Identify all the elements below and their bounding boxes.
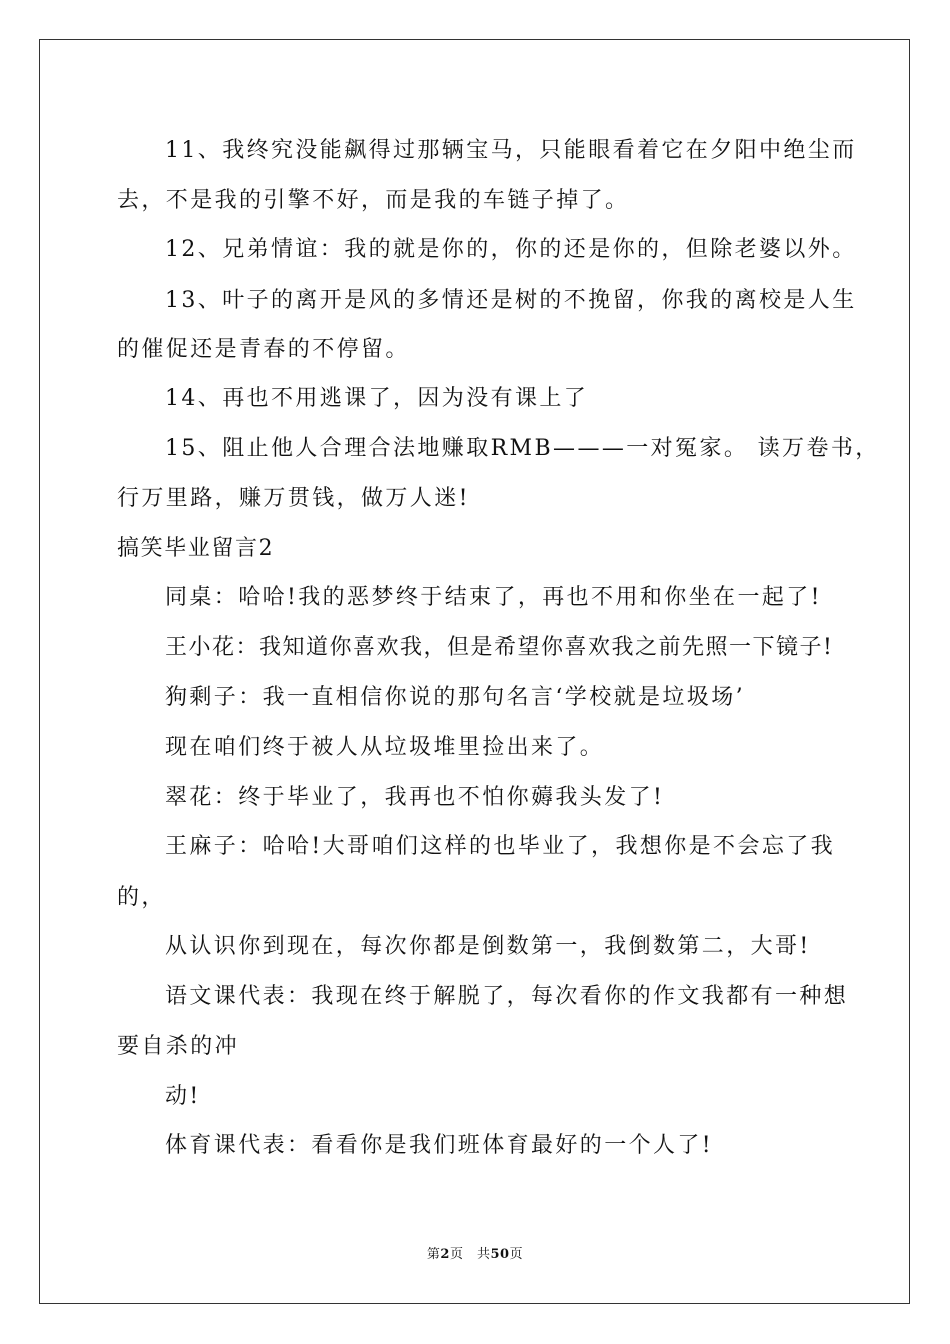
- paragraph-line: 狗剩子：我一直相信你说的那句名言‘学校就是垃圾场’: [165, 685, 745, 710]
- page-border: [39, 39, 910, 1304]
- paragraph-line: 王小花：我知道你喜欢我，但是希望你喜欢我之前先照一下镜子!: [165, 635, 834, 660]
- paragraph-line: 现在咱们终于被人从垃圾堆里捡出来了。: [165, 735, 605, 760]
- paragraph-line: 翠花：终于毕业了，我再也不怕你薅我头发了!: [165, 785, 665, 810]
- paragraph-line: 同桌：哈哈!我的恶梦终于结束了，再也不用和你坐在一起了!: [165, 585, 822, 610]
- paragraph-line: 13、叶子的离开是风的多情还是树的不挽留，你我的离校是人生: [165, 288, 857, 313]
- paragraph-line: 14、再也不用逃课了，因为没有课上了: [165, 386, 589, 411]
- footer-suffix: 页: [509, 1247, 524, 1262]
- footer-prefix: 第: [426, 1247, 441, 1262]
- paragraph-line: 语文课代表：我现在终于解脱了，每次看你的作文我都有一种想: [165, 984, 849, 1009]
- paragraph-line: 的催促还是青春的不停留。: [117, 337, 410, 362]
- paragraph-line: 15、阻止他人合理合法地赚取RMB———一对冤家。 读万卷书，: [165, 436, 880, 461]
- paragraph-line: 要自杀的冲: [117, 1034, 240, 1059]
- paragraph-line: 体育课代表：看看你是我们班体育最好的一个人了!: [165, 1133, 714, 1158]
- page-footer: [0, 1246, 950, 1264]
- paragraph-line: 行万里路，赚万贯钱，做万人迷!: [117, 486, 470, 511]
- total-pages-number: 50: [490, 1247, 510, 1262]
- paragraph-line: 王麻子：哈哈!大哥咱们这样的也毕业了，我想你是不会忘了我: [165, 834, 836, 859]
- paragraph-line: 动!: [165, 1084, 201, 1109]
- paragraph-line: 的，: [117, 885, 166, 910]
- paragraph-line: 去，不是我的引擎不好，而是我的车链子掉了。: [117, 188, 630, 213]
- paragraph-line: 12、兄弟情谊：我的就是你的，你的还是你的，但除老婆以外。: [165, 237, 857, 262]
- section-heading: 搞笑毕业留言2: [117, 536, 275, 561]
- paragraph-line: 11、我终究没能飙得过那辆宝马，只能眼看着它在夕阳中绝尘而: [165, 138, 857, 163]
- footer-middle: 页 共: [449, 1247, 491, 1262]
- current-page-number: 2: [440, 1247, 450, 1262]
- paragraph-line: 从认识你到现在，每次你都是倒数第一，我倒数第二，大哥!: [165, 934, 811, 959]
